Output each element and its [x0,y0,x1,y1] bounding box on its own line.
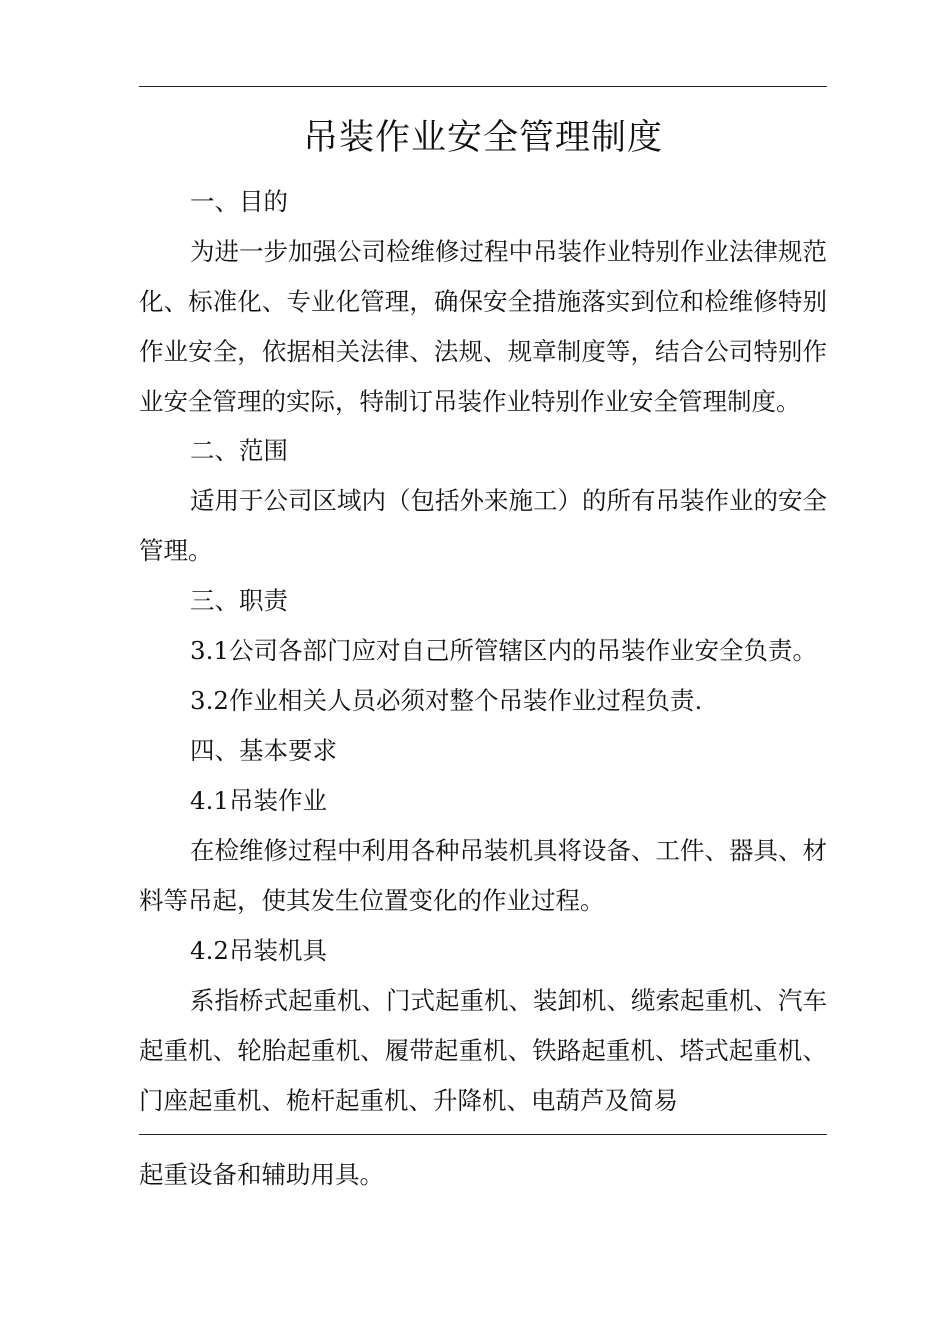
lifting-line-2: 料等吊起，使其发生位置变化的作业过程。 [139,886,605,915]
continuation-line: 起重设备和辅助用具。 [139,1160,384,1189]
section-heading-duties: 三、职责 [190,586,288,615]
machinery-line-3: 门座起重机、桅杆起重机、升降机、电葫芦及简易 [139,1086,678,1115]
subsection-heading-4-1: 4.1吊装作业 [190,786,327,815]
header-rule [139,86,827,87]
machinery-line-1: 系指桥式起重机、门式起重机、装卸机、缆索起重机、汽车 [190,986,827,1015]
subsection-heading-4-2: 4.2吊装机具 [190,936,327,965]
section-heading-requirements: 四、基本要求 [190,736,337,765]
purpose-line-2: 化、标准化、专业化管理，确保安全措施落实到位和检维修特别 [139,287,827,316]
purpose-line-3: 作业安全，依据相关法律、法规、规章制度等，结合公司特别作 [139,337,827,366]
section-heading-scope: 二、范围 [190,436,288,465]
duty-item-2: 3.2作业相关人员必须对整个吊装作业过程负责. [190,686,703,715]
scope-line-1: 适用于公司区域内（包括外来施工）的所有吊装作业的安全 [190,486,827,515]
lifting-line-1: 在检维修过程中利用各种吊装机具将设备、工件、器具、材 [190,836,827,865]
purpose-line-1: 为进一步加强公司检维修过程中吊装作业特别作业法律规范 [190,237,827,266]
scope-line-2: 管理。 [139,536,213,565]
duty-item-1: 3.1公司各部门应对自己所管辖区内的吊装作业安全负责。 [190,636,817,665]
section-heading-purpose: 一、目的 [190,187,288,216]
purpose-line-4: 业安全管理的实际，特制订吊装作业特别作业安全管理制度。 [139,387,801,416]
machinery-line-2: 起重机、轮胎起重机、履带起重机、铁路起重机、塔式起重机、 [139,1036,827,1065]
document-title: 吊装作业安全管理制度 [302,118,663,158]
page-break-rule [139,1134,827,1135]
